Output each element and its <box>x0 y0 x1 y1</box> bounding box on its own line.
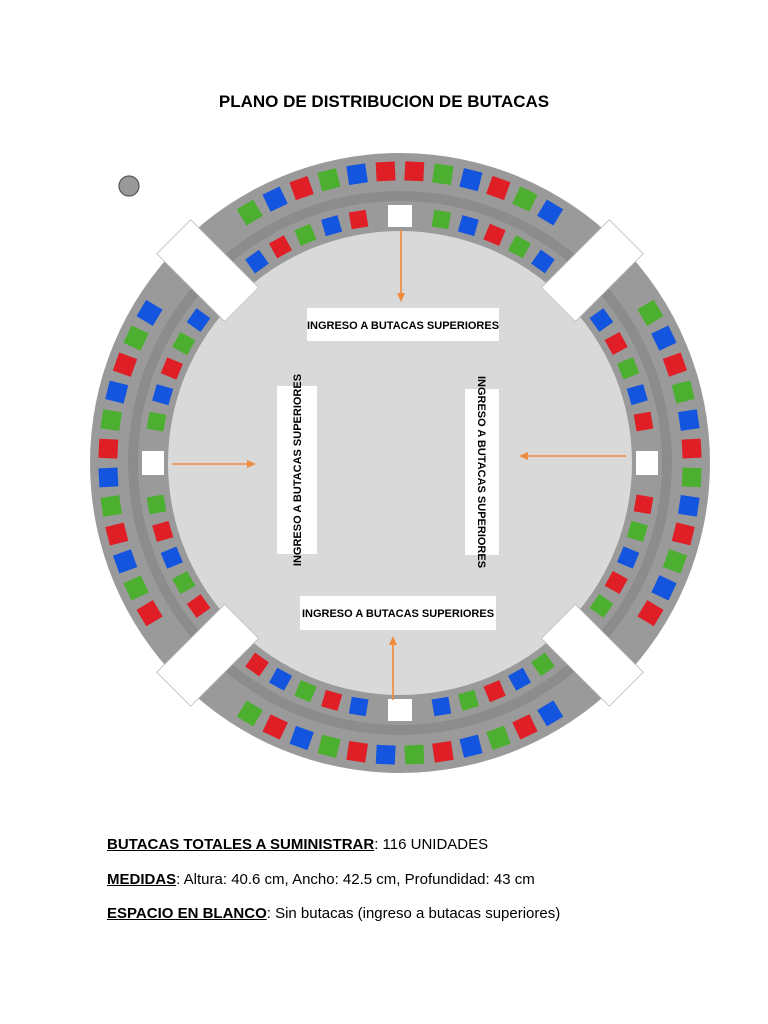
blank-space-entry <box>388 205 412 227</box>
outer-seat <box>404 745 424 765</box>
inner-seat <box>432 697 452 717</box>
entry-label-bottom <box>300 596 496 630</box>
inner-seat <box>634 495 654 515</box>
inner-seat <box>147 495 167 515</box>
info-blank-space-label: ESPACIO EN BLANCO <box>107 905 267 922</box>
entry-label-left <box>277 374 317 566</box>
outer-seat <box>678 495 700 517</box>
blank-space-entry <box>636 451 658 475</box>
info-measurements <box>107 871 535 888</box>
inner-seat <box>349 210 369 230</box>
entry-label-right-text: INGRESO A BUTACAS SUPERIORES <box>475 375 487 569</box>
outer-seat <box>404 161 424 181</box>
blank-space-entry <box>142 451 164 475</box>
page-title: PLANO DE DISTRIBUCION DE BUTACAS <box>218 92 550 111</box>
entry-label-top-text: INGRESO A BUTACAS SUPERIORES <box>306 320 500 332</box>
inner-seat <box>147 412 167 432</box>
entry-label-top <box>307 308 499 341</box>
entry-label-left-text: INGRESO A BUTACAS SUPERIORES <box>292 373 304 567</box>
info-blank-space-value: : Sin butacas (ingreso a butacas superiores) <box>266 905 561 922</box>
info-measurements-value: : Altura: 40.6 cm, Ancho: 42.5 cm, Profundidad: 43 cm <box>176 871 535 888</box>
outer-seat <box>678 409 700 431</box>
outer-seat <box>346 163 368 185</box>
outer-seat <box>432 163 454 185</box>
entry-label-bottom-text: INGRESO A BUTACAS SUPERIORES <box>301 608 495 620</box>
info-total-seats <box>107 836 488 853</box>
inner-seat <box>634 412 654 432</box>
outer-seat <box>98 467 118 487</box>
info-blank-space <box>107 905 560 922</box>
outer-seat <box>682 439 702 459</box>
blank-space-entry <box>388 699 412 721</box>
entry-label-right <box>465 376 499 568</box>
outer-seat <box>682 467 702 487</box>
inner-seat <box>349 697 369 717</box>
status-marker <box>119 176 139 196</box>
info-total-seats-label: BUTACAS TOTALES A SUMINISTRAR <box>107 836 375 853</box>
outer-seat <box>346 741 368 763</box>
info-measurements-label: MEDIDAS <box>107 871 177 888</box>
outer-seat <box>432 741 454 763</box>
outer-seat <box>376 161 396 181</box>
outer-seat <box>98 439 118 459</box>
inner-seat <box>432 210 452 230</box>
outer-seat <box>376 745 396 765</box>
outer-seat <box>100 495 122 517</box>
outer-seat <box>100 409 122 431</box>
info-total-seats-value: : 116 UNIDADES <box>374 836 489 853</box>
